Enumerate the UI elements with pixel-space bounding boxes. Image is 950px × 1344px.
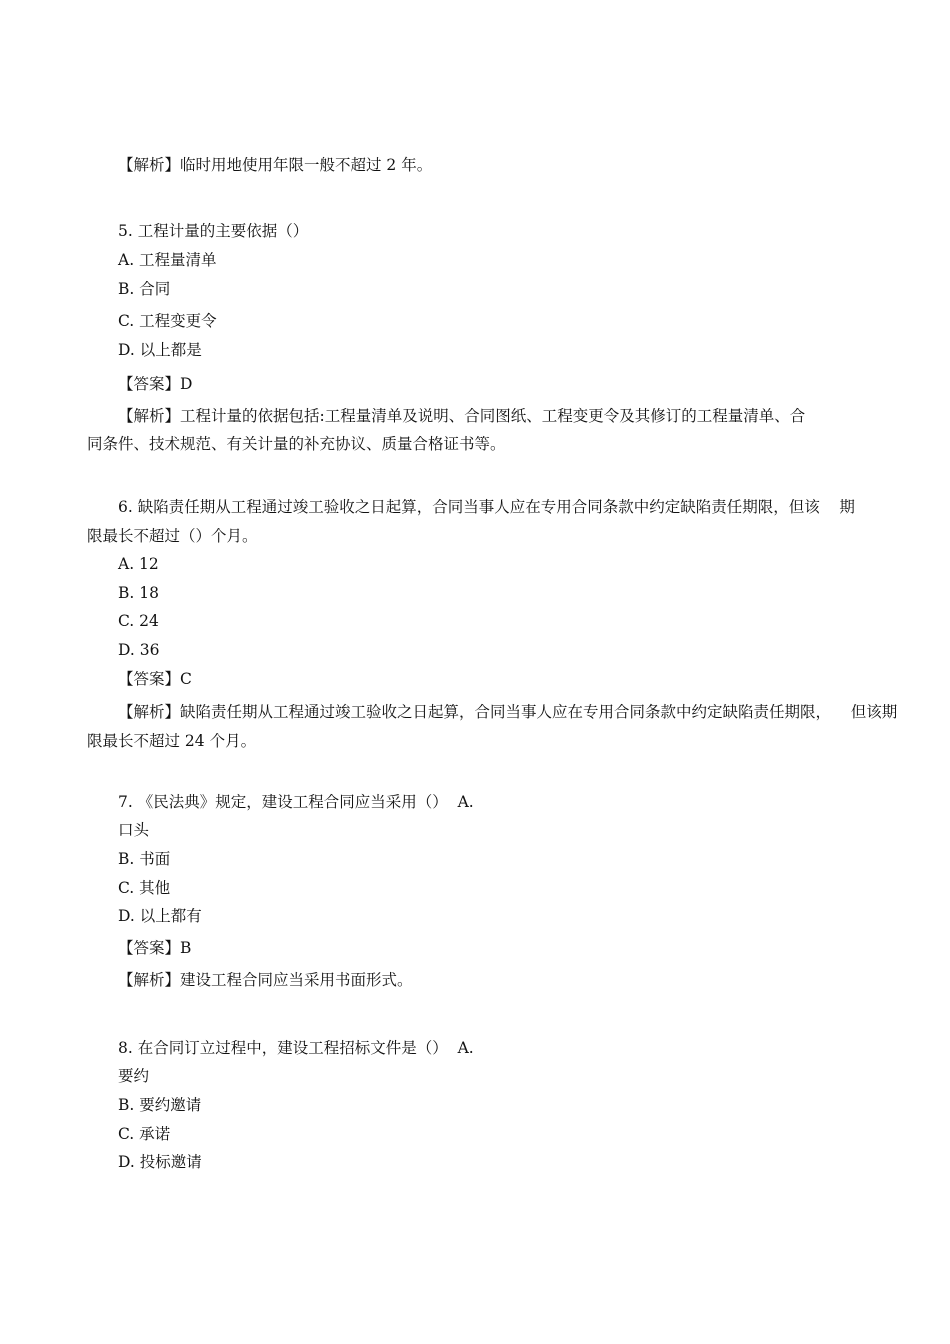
q5-explanation-line2: 同条件、技术规范、有关计量的补充协议、质量合格证书等。 (87, 435, 506, 453)
q8-option-d: D. 投标邀请 (118, 1153, 202, 1171)
q7-option-c: C. 其他 (118, 879, 171, 897)
q6-option-c: C. 24 (118, 612, 159, 630)
q8-option-c: C. 承诺 (118, 1125, 171, 1143)
q6-option-a: A. 12 (118, 555, 159, 573)
q5-option-b: B. 合同 (118, 280, 171, 298)
q8-option-a: 要约 (118, 1067, 150, 1085)
q7-option-d: D. 以上都有 (118, 907, 202, 925)
q8-option-b: B. 要约邀请 (118, 1096, 202, 1114)
q6-option-b: B. 18 (118, 584, 159, 602)
q4-explanation: 【解析】临时用地使用年限一般不超过 2 年。 (118, 156, 433, 174)
q6-option-d: D. 36 (118, 641, 160, 659)
q5-option-d: D. 以上都是 (118, 341, 202, 359)
q8-question: 8. 在合同订立过程中，建设工程招标文件是（） A. (118, 1039, 474, 1057)
q6-question-line1: 6. 缺陷责任期从工程通过竣工验收之日起算，合同当事人应在专用合同条款中约定缺陷责任期限，但该 期 (118, 498, 855, 516)
q5-option-c: C. 工程变更令 (118, 312, 217, 330)
q7-answer: 【答案】B (118, 939, 192, 957)
q6-question-line2: 限最长不超过（）个月。 (87, 527, 258, 545)
q7-option-b: B. 书面 (118, 850, 171, 868)
q7-explanation: 【解析】建设工程合同应当采用书面形式。 (118, 971, 413, 989)
q5-answer: 【答案】D (118, 375, 193, 393)
q6-explanation-line2: 限最长不超过 24 个月。 (87, 732, 257, 750)
q5-question: 5. 工程计量的主要依据（） (118, 222, 309, 240)
q6-explanation-line1: 【解析】缺陷责任期从工程通过竣工验收之日起算，合同当事人应在专用合同条款中约定缺陷责任期限， 但该期 (118, 703, 898, 721)
q7-option-a: 口头 (118, 821, 150, 839)
q7-question: 7. 《民法典》规定，建设工程合同应当采用（） A. (118, 793, 474, 811)
q5-option-a: A. 工程量清单 (118, 251, 217, 269)
q6-answer: 【答案】C (118, 670, 192, 688)
q5-explanation-line1: 【解析】工程计量的依据包括:工程量清单及说明、合同图纸、工程变更令及其修订的工程量清单、合 (118, 407, 806, 425)
